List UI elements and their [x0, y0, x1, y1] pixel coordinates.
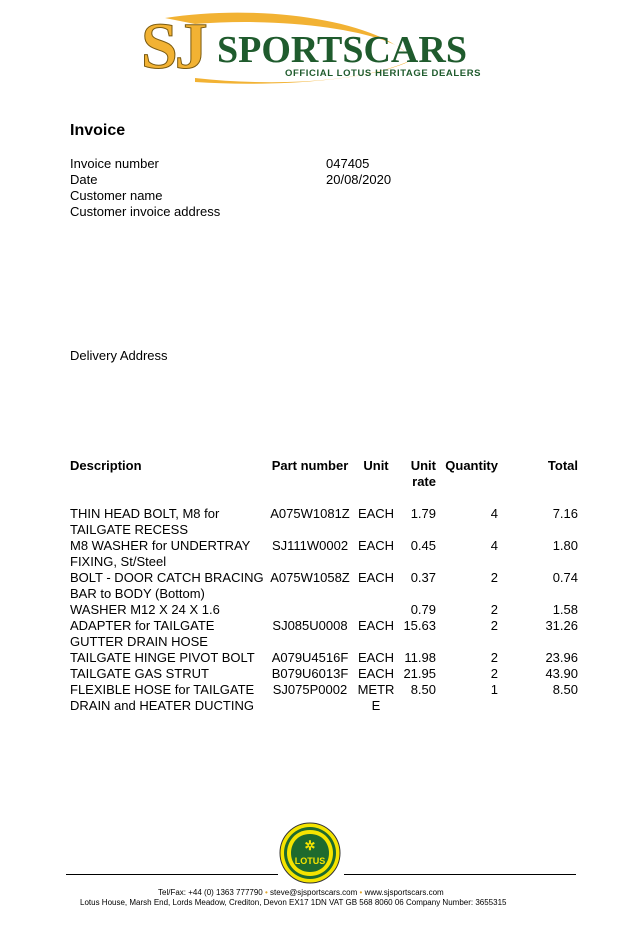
footer-email[interactable]: steve@sjsportscars.com	[270, 888, 358, 897]
footer-divider-left	[66, 874, 278, 875]
cell-description: BOLT - DOOR CATCH BRACING BAR to BODY (Bottom)	[70, 570, 264, 601]
lotus-badge-text: LOTUS	[294, 856, 326, 866]
invoice-meta	[70, 156, 391, 220]
cell-unit-rate: 21.95	[403, 666, 436, 681]
table-row	[68, 570, 578, 602]
header-total: Total	[547, 458, 578, 473]
cell-unit: EACH	[357, 666, 395, 681]
cell-unit-rate: 0.79	[410, 602, 436, 617]
cell-unit-rate: 15.63	[403, 618, 436, 633]
table-row	[68, 650, 578, 666]
cell-quantity: 2	[490, 618, 498, 633]
footer-tel: Tel/Fax: +44 (0) 1363 777790	[158, 888, 263, 897]
header-unit-rate: Unit rate	[410, 458, 436, 489]
cell-unit-rate: 8.50	[410, 682, 436, 697]
cell-unit: EACH	[357, 618, 395, 633]
meta-row-customer-name	[70, 188, 391, 204]
cell-description: FLEXIBLE HOSE for TAILGATE DRAIN and HEATER DUCTING	[70, 682, 255, 713]
meta-value: 047405	[326, 156, 370, 171]
cell-description: THIN HEAD BOLT, M8 for TAILGATE RECESS	[70, 506, 220, 537]
cell-part-number: A075W1081Z	[270, 506, 350, 521]
cell-part-number: SJ111W0002	[271, 538, 349, 553]
cell-total: 1.80	[552, 538, 578, 553]
table-row	[68, 618, 578, 650]
separator-dot-icon: •	[359, 888, 363, 897]
cell-part-number	[264, 602, 356, 618]
cell-part-number: A075W1058Z	[270, 570, 350, 585]
meta-value: 20/08/2020	[326, 172, 392, 187]
items-table	[68, 458, 578, 714]
footer-address: Lotus House, Marsh End, Lords Meadow, Crediton, Devon EX17 1DN VAT GB 568 8060 06 Company Number: 3655315	[80, 898, 507, 907]
cell-total: 31.26	[545, 618, 578, 633]
cell-total: 0.74	[552, 570, 578, 585]
logo-tagline: OFFICIAL LOTUS HERITAGE DEALERS	[285, 68, 482, 79]
cell-part-number: SJ075P0002	[272, 682, 348, 697]
company-logo	[135, 8, 505, 88]
cell-description: WASHER M12 X 24 X 1.6	[70, 602, 220, 617]
header-description: Description	[70, 458, 142, 473]
meta-row-date	[70, 172, 391, 188]
cell-total: 8.50	[552, 682, 578, 697]
meta-label: Invoice number	[70, 156, 159, 171]
cell-unit: EACH	[357, 570, 395, 585]
cell-unit	[356, 602, 396, 618]
cell-total: 43.90	[545, 666, 578, 681]
cell-total: 7.16	[552, 506, 578, 521]
cell-quantity: 4	[490, 506, 498, 521]
cell-total: 1.58	[552, 602, 578, 617]
separator-dot-icon: •	[264, 888, 268, 897]
cell-description: M8 WASHER for UNDERTRAY FIXING, St/Steel	[70, 538, 251, 569]
header-unit: Unit	[363, 458, 389, 473]
footer-divider-right	[344, 874, 576, 875]
cell-quantity: 2	[490, 602, 498, 617]
table-row	[68, 682, 578, 714]
table-row	[68, 602, 578, 618]
page-title: Invoice	[70, 122, 126, 139]
logo-monogram: SJ	[141, 10, 205, 83]
cell-unit-rate: 0.37	[410, 570, 436, 585]
table-row	[68, 506, 578, 538]
meta-row-customer-address	[70, 204, 391, 220]
cell-unit-rate: 1.79	[410, 506, 436, 521]
meta-row-invoice-number	[70, 156, 391, 172]
cell-quantity: 1	[490, 682, 498, 697]
cell-unit: METRE	[357, 682, 395, 713]
cell-part-number: A079U4516F	[271, 650, 349, 665]
cell-unit: EACH	[357, 506, 395, 521]
cell-part-number: B079U6013F	[271, 666, 349, 681]
cell-unit-rate: 11.98	[404, 650, 436, 665]
header-quantity: Quantity	[445, 458, 498, 473]
cell-quantity: 2	[490, 666, 498, 681]
table-row	[68, 538, 578, 570]
cell-unit: EACH	[357, 650, 395, 665]
cell-quantity: 2	[490, 650, 498, 665]
svg-text:✲: ✲	[304, 838, 316, 853]
cell-total: 23.96	[545, 650, 578, 665]
cell-unit: EACH	[357, 538, 395, 553]
delivery-address-label: Delivery Address	[70, 348, 168, 363]
footer-contact	[158, 888, 488, 898]
meta-label: Date	[70, 172, 98, 187]
cell-description: TAILGATE HINGE PIVOT BOLT	[70, 650, 255, 665]
table-header-row	[68, 458, 578, 506]
cell-unit-rate: 0.45	[410, 538, 436, 553]
lotus-badge-icon	[279, 822, 341, 884]
cell-quantity: 2	[490, 570, 498, 585]
header-part-number: Part number	[271, 458, 349, 473]
table-row	[68, 666, 578, 682]
cell-part-number: SJ085U0008	[272, 618, 348, 633]
logo-brand: SPORTSCARS	[217, 29, 467, 71]
meta-label: Customer name	[70, 188, 163, 203]
cell-description: ADAPTER for TAILGATE GUTTER DRAIN HOSE	[70, 618, 215, 649]
footer-website[interactable]: www.sjsportscars.com	[364, 888, 444, 897]
meta-label: Customer invoice address	[70, 204, 221, 219]
cell-description: TAILGATE GAS STRUT	[70, 666, 209, 681]
cell-quantity: 4	[490, 538, 498, 553]
